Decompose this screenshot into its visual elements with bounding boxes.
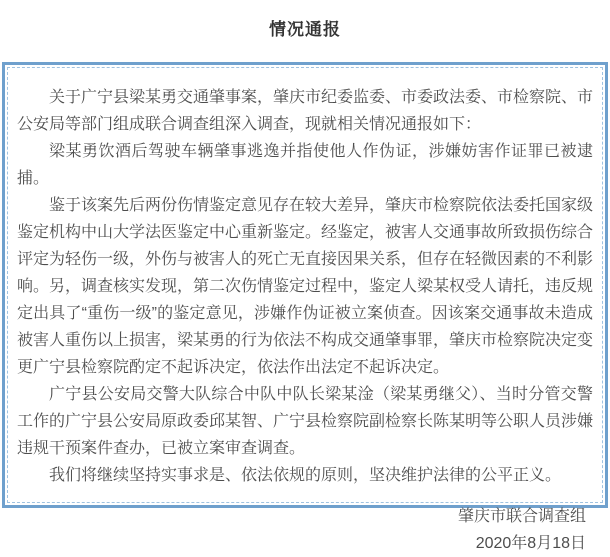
signature-block bbox=[17, 503, 593, 557]
notice-paragraph: 我们将继续坚持实事求是、依法依规的原则，坚决维护法律的公平正义。 bbox=[49, 467, 562, 484]
page-title: 情况通报 bbox=[269, 20, 341, 39]
notice-paragraph: 鉴于该案先后两份伤情鉴定意见存在较大差异，肇庆市检察院依法委托国家级鉴定机构中山大学法医鉴定中心重新鉴定。经鉴定，被害人交通事故所致损伤综合评定为轻伤一级，外伤与被害人的死亡无直接因果关系，但存在轻微因素的不利影响。另，调查核实发现，第二次伤情鉴定过程中，鉴定人梁某权受人请托，违反规定出具了“重伤一级”的鉴定意见，涉嫌作伪证被立案侦查。因该案交通事故未造成被害人重伤以上损害，梁某勇的行为依法不构成交通肇事罪，肇庆市检察院决定变更广宁县检察院酌定不起诉决定，依法作出法定不起诉决定。 bbox=[17, 197, 594, 376]
notice-paragraph: 广宁县公安局交警大队综合中队中队长梁某淦（梁某勇继父）、当时分管交警工作的广宁县公安局原政委邱某智、广宁县检察院副检察长陈某明等公职人员涉嫌违规干预案件查办，已被立案审查调查。 bbox=[17, 386, 594, 457]
notice-paragraph: 梁某勇饮酒后驾驶车辆肇事逃逸并指使他人作伪证，涉嫌妨害作证罪已被逮捕。 bbox=[17, 143, 593, 187]
signature-org: 肇庆市联合调查组 bbox=[457, 508, 586, 525]
notice-box bbox=[2, 62, 608, 552]
signature-date: 2020年8月18日 bbox=[475, 535, 586, 552]
notice-body bbox=[7, 67, 603, 552]
notice-paragraph: 关于广宁县梁某勇交通肇事案，肇庆市纪委监委、市委政法委、市检察院、市公安局等部门组成联合调查组深入调查，现就相关情况通报如下： bbox=[17, 89, 594, 133]
